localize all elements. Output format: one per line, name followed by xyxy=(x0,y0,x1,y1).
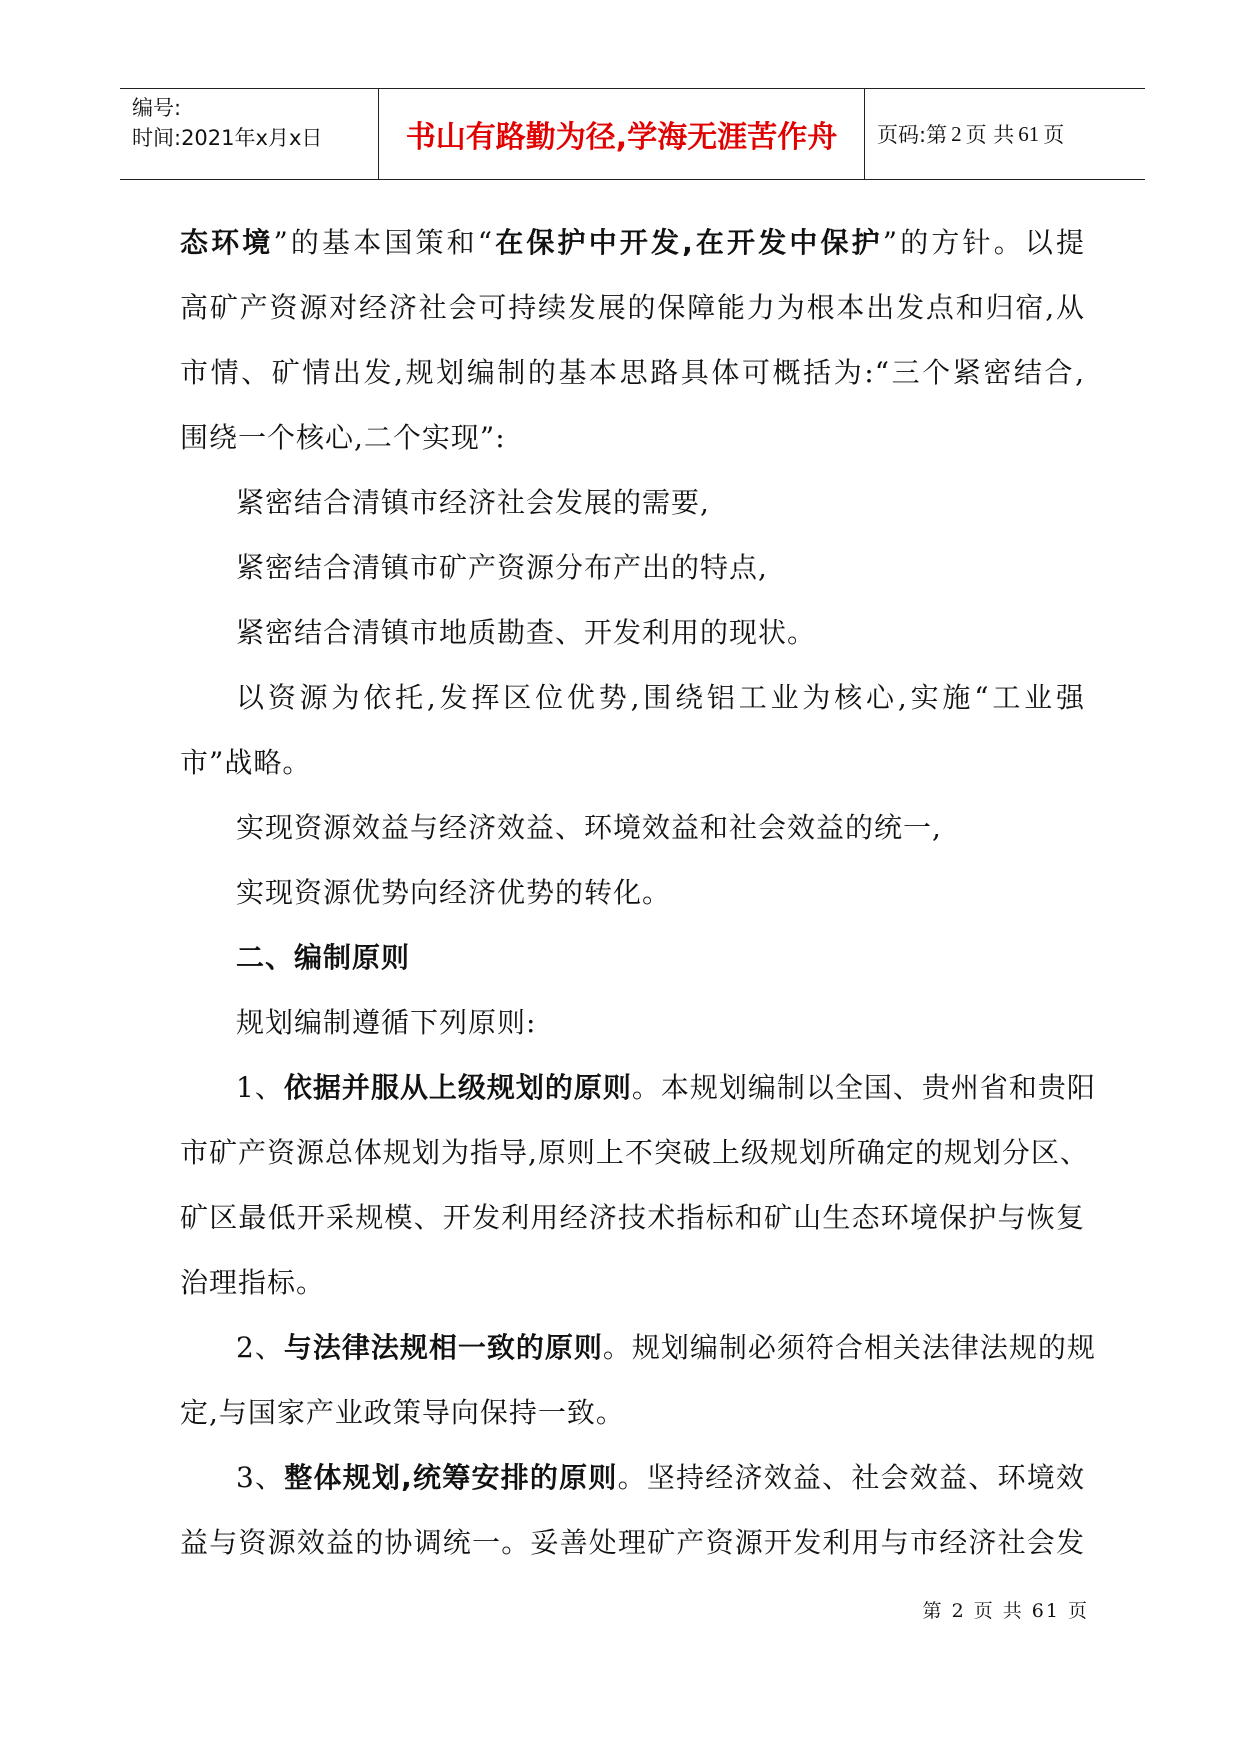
text-span: ”的方针。以提 xyxy=(882,226,1085,259)
text-line xyxy=(180,600,1085,665)
text-span: 紧密结合清镇市经济社会发展的需要, xyxy=(236,486,710,519)
text-span: 高矿产资源对经济社会可持续发展的保障能力为根本出发点和归宿,从 xyxy=(180,291,1085,324)
text-span: 规划编制遵循下列原则: xyxy=(236,1006,537,1039)
text-span: 1、 xyxy=(236,1071,284,1104)
text-line xyxy=(180,730,1085,795)
text-span: 实现资源优势向经济优势的转化。 xyxy=(236,876,672,909)
page-prefix: 页码:第 xyxy=(877,123,948,147)
text-span: 益与资源效益的协调统一。妥善处理矿产资源开发利用与市经济社会发 xyxy=(180,1526,1085,1559)
page-current: 2 xyxy=(951,121,962,146)
text-span: 市情、矿情出发,规划编制的基本思路具体可概括为:“三个紧密结合, xyxy=(180,356,1085,389)
bold-text: 整体规划,统筹安排的原则 xyxy=(284,1461,618,1494)
text-line xyxy=(180,340,1085,405)
bold-text: 在保护中开发,在开发中保护 xyxy=(493,226,883,259)
header-page-number xyxy=(865,89,1145,179)
text-line xyxy=(180,665,1085,730)
page-footer: 第 2 页 共 61 页 xyxy=(922,1600,1089,1622)
text-line xyxy=(180,925,1085,990)
text-line xyxy=(180,470,1085,535)
page-total: 61 xyxy=(1018,121,1040,146)
text-line xyxy=(180,405,1085,470)
text-line xyxy=(180,1185,1085,1250)
text-span: 3、 xyxy=(236,1461,285,1494)
text-line xyxy=(180,1315,1096,1380)
bold-text: 依据并服从上级规划的原则 xyxy=(283,1071,632,1104)
text-span: 以资源为依托,发挥区位优势,围绕铝工业为核心,实施“工业强 xyxy=(236,681,1085,714)
text-line xyxy=(180,1445,1085,1510)
document-number-label: 编号: xyxy=(132,96,182,120)
text-span: 。本规划编制以全国、贵州省和贵阳 xyxy=(631,1071,1096,1104)
text-line xyxy=(180,1250,1085,1315)
text-span: 2、 xyxy=(236,1331,284,1364)
text-line xyxy=(180,860,1085,925)
bold-text: 态环境 xyxy=(180,226,274,259)
page-mid: 页 共 xyxy=(965,123,1015,147)
bold-text: 与法律法规相一致的原则 xyxy=(283,1331,603,1364)
bold-text: 二、编制原则 xyxy=(236,941,411,974)
document-body xyxy=(180,210,1096,1575)
text-line xyxy=(180,1380,1085,1445)
text-span: 治理指标。 xyxy=(180,1266,326,1299)
text-span: 定,与国家产业政策导向保持一致。 xyxy=(180,1396,625,1429)
text-span: 紧密结合清镇市矿产资源分布产出的特点, xyxy=(236,551,768,584)
text-line xyxy=(180,1055,1096,1120)
text-span: 市”战略。 xyxy=(180,746,312,779)
text-line xyxy=(180,1120,1089,1185)
text-span: 围绕一个核心,二个实现”: xyxy=(180,421,506,454)
text-span: 紧密结合清镇市地质勘查、开发利用的现状。 xyxy=(236,616,817,649)
page-header xyxy=(120,88,1145,180)
page-suffix: 页 xyxy=(1043,123,1065,147)
text-span: ”的基本国策和“ xyxy=(273,226,494,259)
header-meta xyxy=(120,89,379,179)
text-span: 。坚持经济效益、社会效益、环境效 xyxy=(617,1461,1085,1494)
text-line xyxy=(180,1510,1085,1575)
text-line xyxy=(180,210,1085,275)
text-line xyxy=(180,275,1085,340)
text-span: 矿区最低开采规模、开发利用经济技术指标和矿山生态环境保护与恢复 xyxy=(180,1201,1085,1234)
text-line xyxy=(180,990,1085,1055)
text-span: 市矿产资源总体规划为指导,原则上不突破上级规划所确定的规划分区、 xyxy=(180,1136,1089,1169)
text-span: 实现资源效益与经济效益、环境效益和社会效益的统一, xyxy=(236,811,942,844)
document-time: 时间:2021年x月x日 xyxy=(132,126,323,150)
text-span: 。规划编制必须符合相关法律法规的规 xyxy=(602,1331,1096,1364)
text-line xyxy=(180,535,1085,600)
text-line xyxy=(180,795,1085,860)
header-motto: 书山有路勤为径,学海无涯苦作舟 xyxy=(379,89,865,179)
